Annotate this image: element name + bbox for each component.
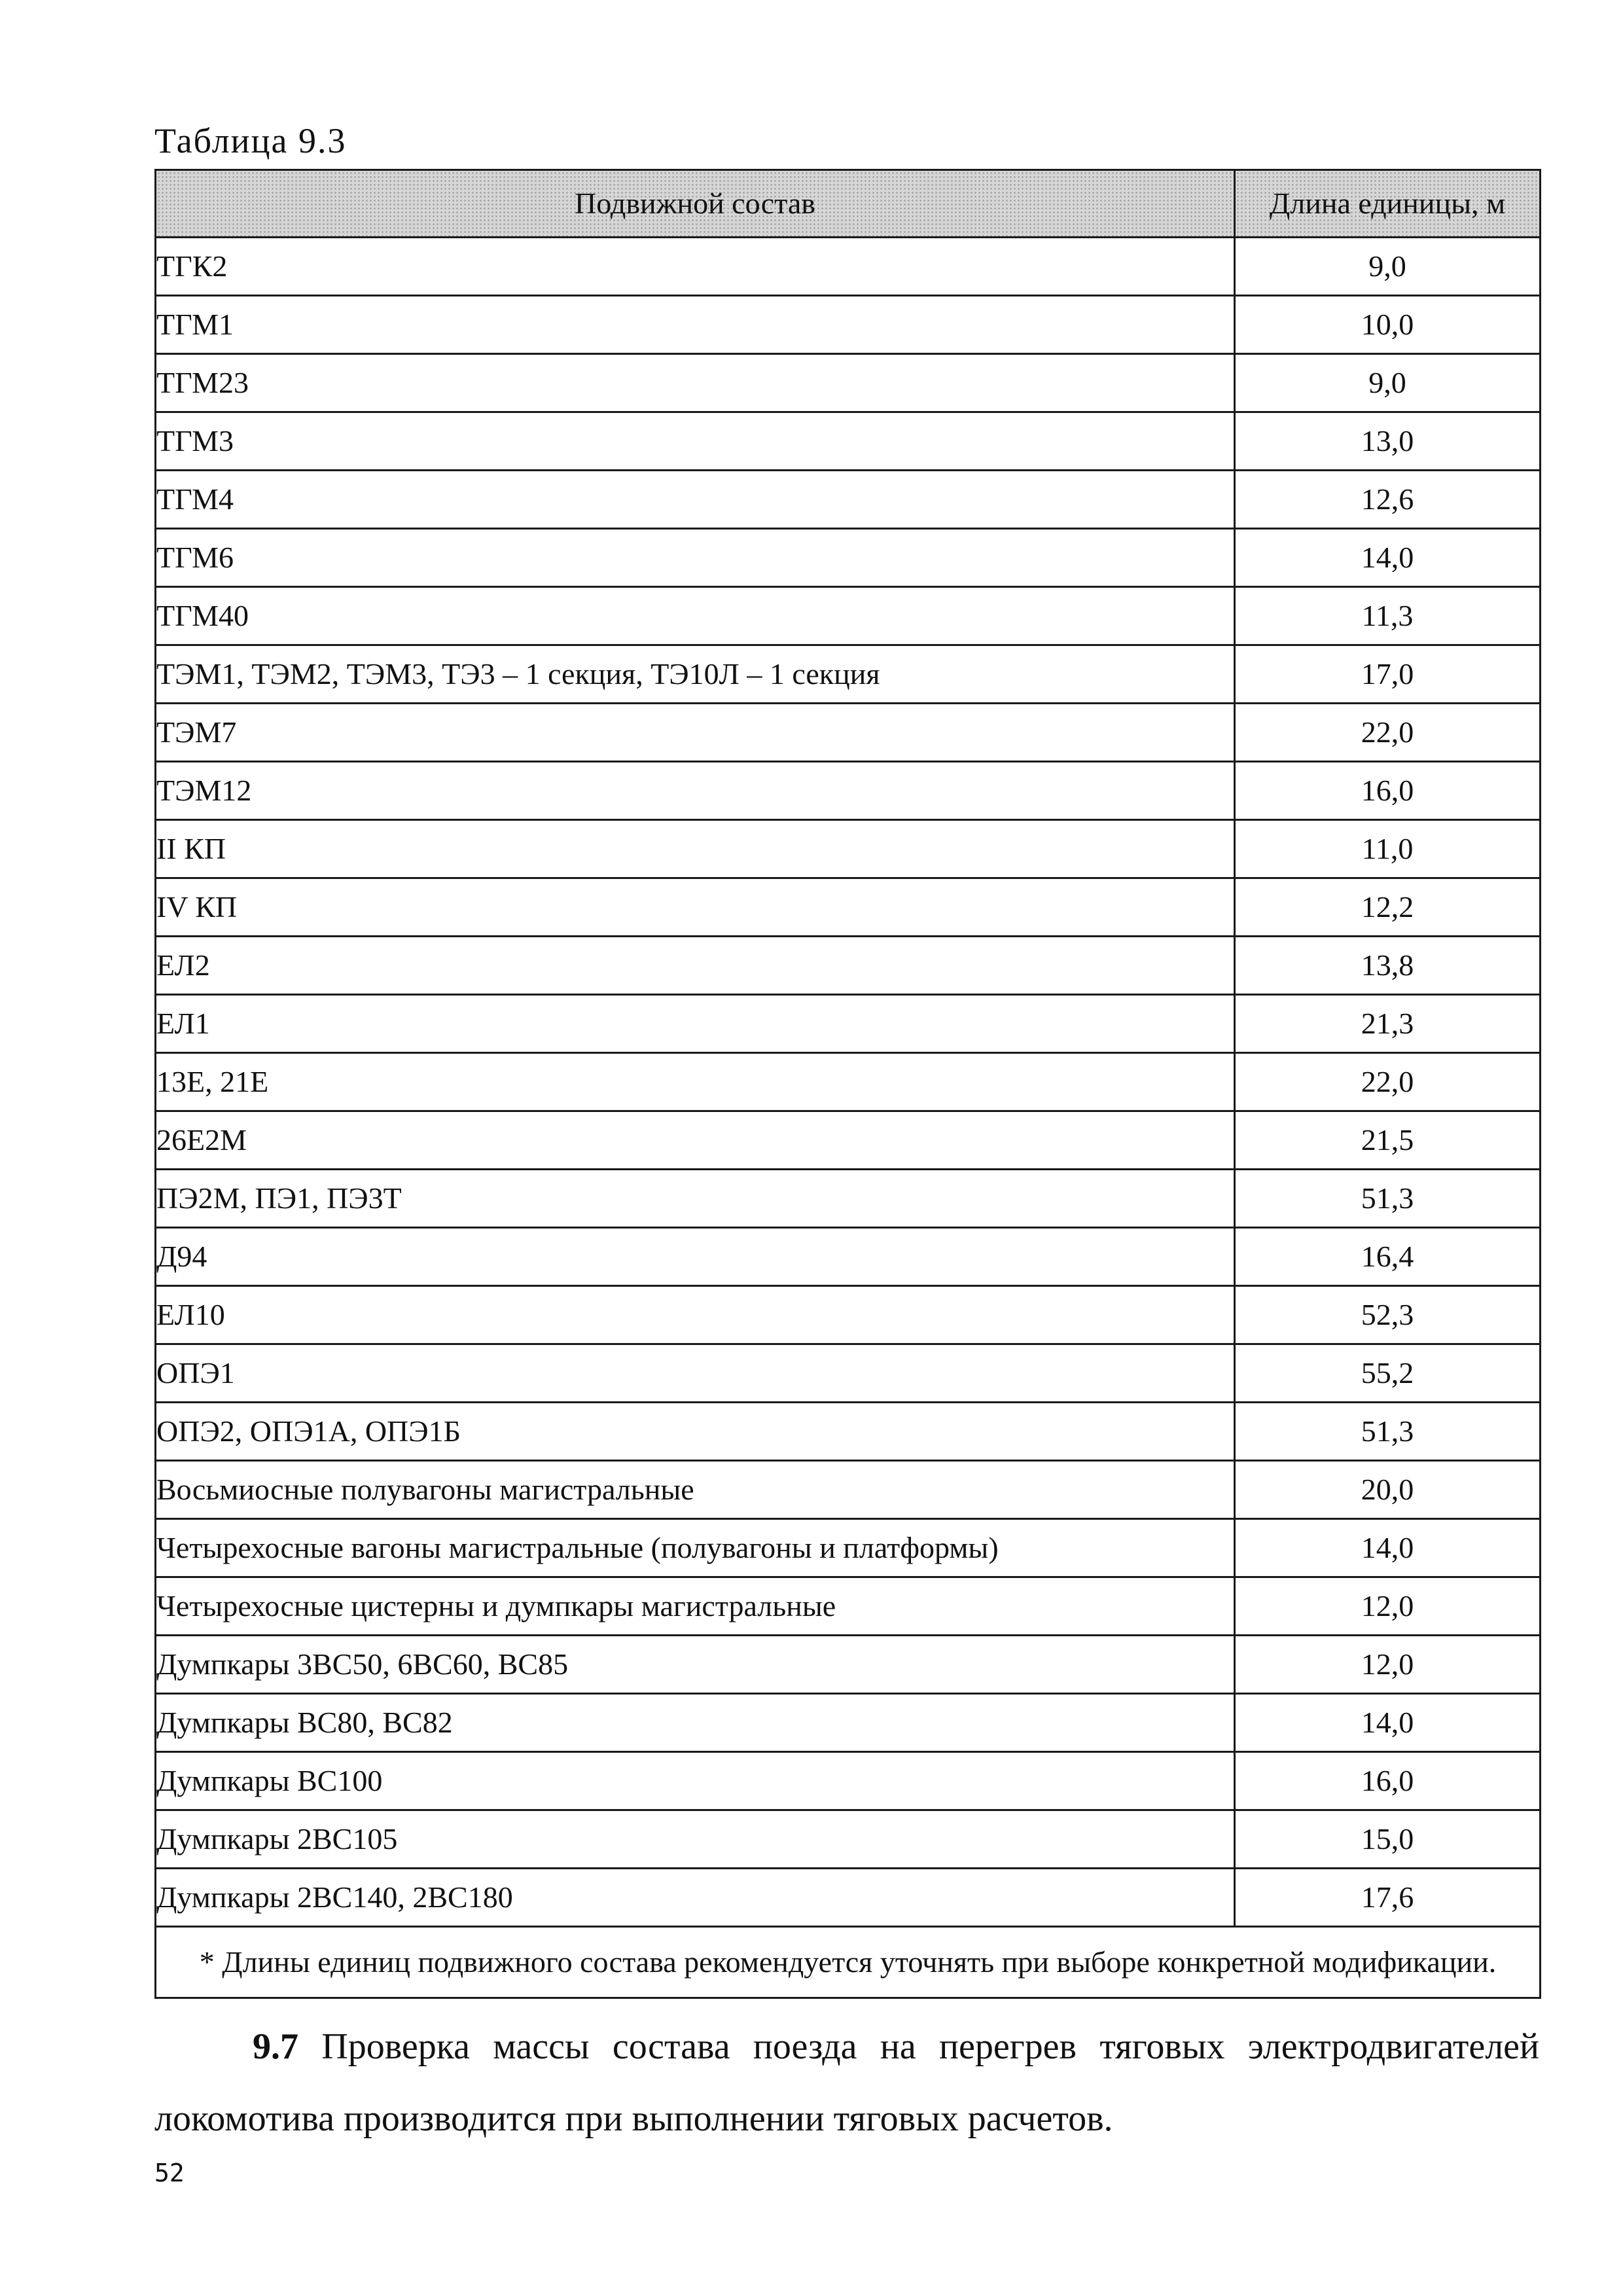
rolling-stock-name: IV КП (156, 878, 1235, 937)
unit-length-value: 13,8 (1235, 937, 1541, 995)
table-row (156, 1053, 1541, 1111)
table-row (156, 1810, 1541, 1869)
unit-length-value: 16,0 (1235, 1752, 1541, 1810)
table-row (156, 1577, 1541, 1636)
unit-length-value: 21,5 (1235, 1111, 1541, 1170)
paragraph-text: Проверка массы состава поезда на перегрев тяговых электродвигателей локомотива производится при выполнении тяговых расчетов. (154, 2026, 1539, 2139)
table-row (156, 354, 1541, 412)
rolling-stock-name: 13Е, 21Е (156, 1053, 1235, 1111)
unit-length-value: 10,0 (1235, 296, 1541, 354)
unit-length-value: 17,0 (1235, 645, 1541, 704)
rolling-stock-name: ТГМ6 (156, 529, 1235, 587)
table-header-row (156, 170, 1541, 238)
table-row (156, 412, 1541, 471)
unit-length-value: 9,0 (1235, 354, 1541, 412)
page-number: 52 (154, 2159, 185, 2187)
unit-length-value: 16,4 (1235, 1228, 1541, 1286)
rolling-stock-name: ОПЭ1 (156, 1344, 1235, 1403)
rolling-stock-name: ЕЛ2 (156, 937, 1235, 995)
table-note-row (156, 1927, 1541, 1998)
unit-length-value: 12,0 (1235, 1577, 1541, 1636)
rolling-stock-name: ЕЛ10 (156, 1286, 1235, 1344)
table-note: * Длины единиц подвижного состава рекомендуется уточнять при выборе конкретной модификации. (156, 1927, 1541, 1998)
unit-length-value: 14,0 (1235, 1519, 1541, 1577)
unit-length-value: 12,2 (1235, 878, 1541, 937)
table-row (156, 471, 1541, 529)
table-row (156, 1170, 1541, 1228)
table-row (156, 529, 1541, 587)
rolling-stock-name: ОПЭ2, ОПЭ1А, ОПЭ1Б (156, 1403, 1235, 1461)
unit-length-value: 55,2 (1235, 1344, 1541, 1403)
rolling-stock-name: ТГМ23 (156, 354, 1235, 412)
rolling-stock-name: ТЭМ1, ТЭМ2, ТЭМ3, ТЭ3 – 1 секция, ТЭ10Л – 1 секция (156, 645, 1235, 704)
unit-length-value: 21,3 (1235, 995, 1541, 1053)
unit-length-value: 11,0 (1235, 820, 1541, 878)
unit-length-value: 51,3 (1235, 1403, 1541, 1461)
table-row (156, 238, 1541, 296)
table-row (156, 1228, 1541, 1286)
rolling-stock-table (154, 169, 1541, 1999)
table-row (156, 296, 1541, 354)
unit-length-value: 22,0 (1235, 1053, 1541, 1111)
unit-length-value: 9,0 (1235, 238, 1541, 296)
table-row (156, 1403, 1541, 1461)
rolling-stock-name: II КП (156, 820, 1235, 878)
unit-length-value: 52,3 (1235, 1286, 1541, 1344)
rolling-stock-name: Четырехосные цистерны и думпкары магистральные (156, 1577, 1235, 1636)
table-row (156, 1344, 1541, 1403)
rolling-stock-name: 26Е2М (156, 1111, 1235, 1170)
rolling-stock-name: Думпкары 2ВС140, 2ВС180 (156, 1869, 1235, 1927)
table-row (156, 1752, 1541, 1810)
rolling-stock-name: ТГМ4 (156, 471, 1235, 529)
rolling-stock-name: Думпкары 2ВС105 (156, 1810, 1235, 1869)
table-row (156, 1519, 1541, 1577)
rolling-stock-name: Думпкары ВС100 (156, 1752, 1235, 1810)
rolling-stock-name: ТГМ3 (156, 412, 1235, 471)
unit-length-value: 11,3 (1235, 587, 1541, 645)
table-row (156, 820, 1541, 878)
table-row (156, 995, 1541, 1053)
rolling-stock-name: ТГМ1 (156, 296, 1235, 354)
table-row (156, 1461, 1541, 1519)
paragraph-9-7 (154, 2011, 1539, 2155)
unit-length-value: 51,3 (1235, 1170, 1541, 1228)
table-caption: Таблица 9.3 (154, 121, 347, 160)
table-row (156, 1869, 1541, 1927)
table-row (156, 1111, 1541, 1170)
unit-length-value: 16,0 (1235, 762, 1541, 820)
rolling-stock-name: ТГМ40 (156, 587, 1235, 645)
table-row (156, 878, 1541, 937)
header-unit-length: Длина единицы, м (1235, 170, 1541, 238)
unit-length-value: 22,0 (1235, 704, 1541, 762)
table-row (156, 587, 1541, 645)
unit-length-value: 17,6 (1235, 1869, 1541, 1927)
rolling-stock-name: Четырехосные вагоны магистральные (полувагоны и платформы) (156, 1519, 1235, 1577)
rolling-stock-name: ПЭ2М, ПЭ1, ПЭ3Т (156, 1170, 1235, 1228)
unit-length-value: 20,0 (1235, 1461, 1541, 1519)
header-rolling-stock: Подвижной состав (156, 170, 1235, 238)
rolling-stock-name: ТГК2 (156, 238, 1235, 296)
rolling-stock-name: ТЭМ7 (156, 704, 1235, 762)
table-row (156, 937, 1541, 995)
rolling-stock-name: Восьмиосные полувагоны магистральные (156, 1461, 1235, 1519)
unit-length-value: 14,0 (1235, 529, 1541, 587)
rolling-stock-name: Д94 (156, 1228, 1235, 1286)
rolling-stock-name: Думпкары ВС80, ВС82 (156, 1694, 1235, 1752)
table-row (156, 645, 1541, 704)
rolling-stock-name: Думпкары 3ВС50, 6ВС60, ВС85 (156, 1636, 1235, 1694)
table-row (156, 704, 1541, 762)
unit-length-value: 12,0 (1235, 1636, 1541, 1694)
table-row (156, 762, 1541, 820)
unit-length-value: 13,0 (1235, 412, 1541, 471)
paragraph-number: 9.7 (253, 2026, 298, 2067)
rolling-stock-name: ЕЛ1 (156, 995, 1235, 1053)
table-row (156, 1636, 1541, 1694)
table-row (156, 1286, 1541, 1344)
table-row (156, 1694, 1541, 1752)
rolling-stock-name: ТЭМ12 (156, 762, 1235, 820)
unit-length-value: 12,6 (1235, 471, 1541, 529)
unit-length-value: 15,0 (1235, 1810, 1541, 1869)
unit-length-value: 14,0 (1235, 1694, 1541, 1752)
